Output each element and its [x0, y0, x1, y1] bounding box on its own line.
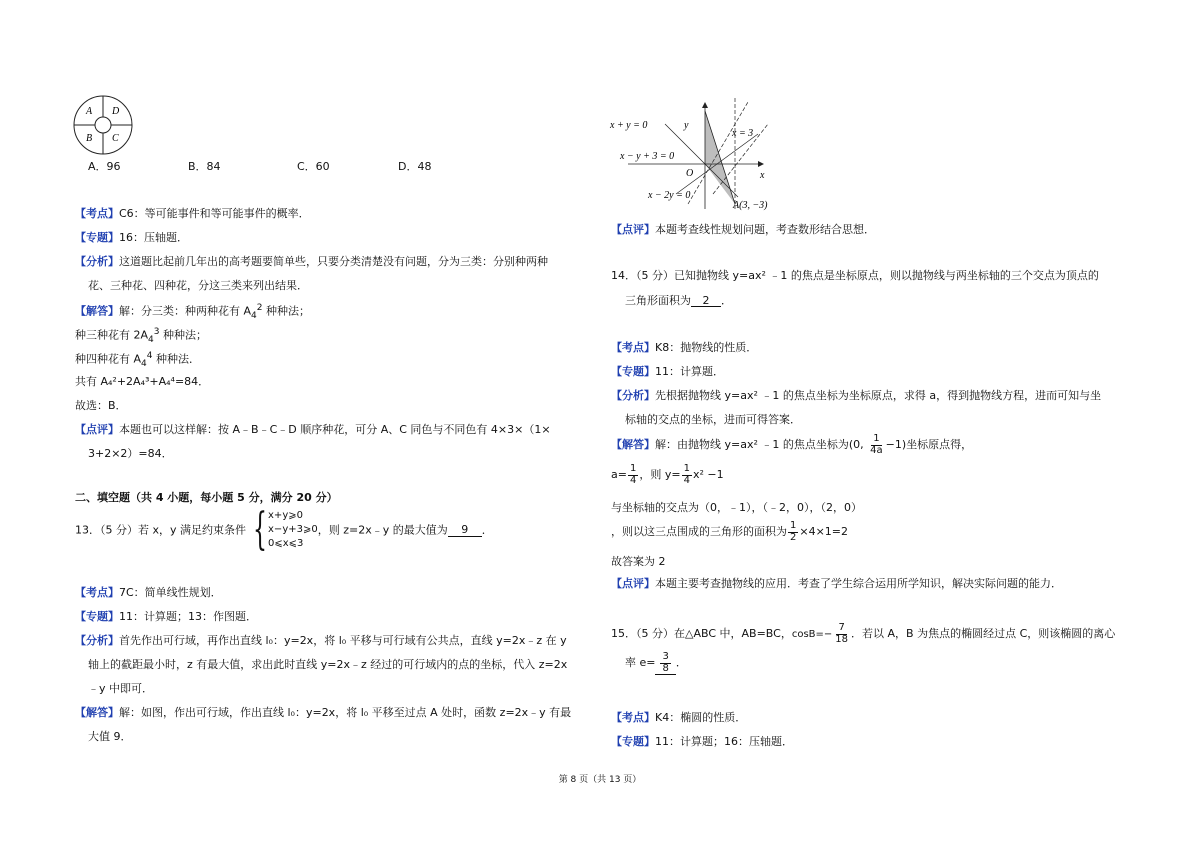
q12-total: 共有 A₄²+2A₄³+A₄⁴=84．: [75, 375, 210, 388]
graph-label-y-axis: y: [684, 120, 689, 131]
q14-kaodian: 【考点】K8：抛物线的性质．: [611, 341, 758, 354]
ring-label-d: D: [112, 106, 120, 117]
q14-line-d: 故答案为 2: [611, 555, 666, 568]
q15-stem-cont: 率 e= $\frac{3}{8}$ ．: [625, 651, 687, 674]
q15-zhuanti: 【专题】11：计算题；16：压轴题．: [611, 735, 793, 748]
q14-line-c: ，则以这三点围成的三角形的面积为 $\frac{1}{2}$ ×4×1=2: [611, 520, 849, 543]
graph-label-x-minus-y-3: x − y + 3 = 0: [620, 151, 675, 162]
q13-condition-1: x+y⩾0: [268, 510, 303, 521]
q13-condition-2: x−y+3⩾0: [268, 524, 318, 535]
q12-conclusion: 故选：B．: [75, 399, 127, 412]
ring-label-a: A: [86, 106, 93, 117]
q13-jieda: 【解答】解：如图，作出可行域，作出直线 l₀：y=2x，将 l₀ 平移至过点 A 处时，函数 z=2x﹣y 有最: [75, 706, 572, 719]
q12-jieda: 【解答】解：分三类：种两种花有 $A_4^2$ 种种法；: [75, 303, 310, 321]
q12-line-3-flowers: 种三种花有 $2A_4^3$ 种种法；: [75, 327, 207, 345]
q14-zhuanti: 【专题】11：计算题．: [611, 365, 724, 378]
q13-stem: 13．（5 分）若 x，y 满足约束条件 { x+y⩾0 x−y+3⩾0 0⩽x⩽3 ，则 z=2x﹣y 的最大值为 9 ．: [75, 504, 493, 555]
q15-answer: $\frac{3}{8}$: [662, 651, 669, 674]
option-d: D．48: [398, 160, 432, 173]
option-c: C．60: [297, 160, 330, 173]
flower-bed-ring-diagram: [72, 94, 134, 156]
option-a: A．96: [88, 160, 121, 173]
q12-dianping-cont: 3+2×2）=84．: [88, 447, 173, 460]
q14-stem-cont: 三角形面积为 2 ．: [625, 294, 732, 307]
ring-label-b: B: [86, 133, 93, 144]
feasible-region-graph: [608, 94, 778, 214]
q12-dianping: 【点评】本题也可以这样解：按 A﹣B﹣C﹣D 顺序种花，可分 A、C 同色与不同色有 4×3×（1×: [75, 423, 551, 436]
q14-answer: 2: [691, 295, 721, 307]
graph-label-x-plus-y: x + y = 0: [610, 120, 648, 131]
q14-jieda: 【解答】解：由抛物线 y=ax² ﹣1 的焦点坐标为(0, $\frac{1}{4a}$ −1)坐标原点得，: [611, 433, 973, 456]
q12-zhuanti: 【专题】16：压轴题．: [75, 231, 188, 244]
page-footer: 第 8 页（共 13 页）: [558, 775, 642, 785]
q13-answer: 9: [448, 523, 482, 537]
q13-dianping: 【点评】本题考查线性规划问题，考查数形结合思想．: [611, 223, 875, 236]
q14-fenxi: 【分析】先根据抛物线 y=ax² ﹣1 的焦点坐标为坐标原点，求得 a，得到抛物线方程，进而可知与坐: [611, 389, 1102, 402]
q14-dianping: 【点评】本题主要考查抛物线的应用．考查了学生综合运用所学知识，解决实际问题的能力．: [611, 577, 1062, 590]
q12-line-4-flowers: 种四种花有 $A_4^4$ 种种法．: [75, 351, 200, 369]
q13-condition-3: 0⩽x⩽3: [268, 538, 304, 549]
q13-kaodian: 【考点】7C：简单线性规划．: [75, 586, 222, 599]
section-title: 二、填空题（共 4 小题，每小题 5 分，满分 20 分）: [75, 491, 338, 504]
q13-fenxi: 【分析】首先作出可行域，再作出直线 l₀：y=2x，将 l₀ 平移与可行域有公共点，直线 y=2x﹣z 在 y: [75, 634, 567, 647]
graph-label-x-eq-3: x = 3: [732, 128, 754, 139]
q13-fenxi-cont-2: ﹣y 中即可．: [88, 682, 154, 695]
graph-label-x-minus-2y: x − 2y = 0: [648, 190, 691, 201]
q12-fenxi: 【分析】这道题比起前几年出的高考题要简单些，只要分类清楚没有问题，分为三类：分别种两种: [75, 255, 548, 268]
graph-label-point-a: A(3, −3): [733, 200, 768, 211]
q14-line-b: 与坐标轴的交点为（0，﹣1），（﹣2，0），（2，0）: [611, 501, 862, 514]
q12-fenxi-cont: 花、三种花、四种花，分这三类来列出结果．: [88, 279, 308, 292]
option-b: B．84: [188, 160, 221, 173]
q12-kaodian: 【考点】C6：等可能事件和等可能事件的概率．: [75, 207, 310, 220]
q13-zhuanti: 【专题】11：计算题；13：作图题．: [75, 610, 257, 623]
q15-kaodian: 【考点】K4：椭圆的性质．: [611, 711, 747, 724]
ring-label-c: C: [112, 133, 119, 144]
q14-line-a: a= $\frac{1}{4}$ ，则 y= $\frac{1}{4}$ x² −1: [611, 463, 724, 486]
graph-label-origin: O: [686, 168, 694, 179]
q14-stem: 14．（5 分）已知抛物线 y=ax² ﹣1 的焦点是坐标原点，则以抛物线与两坐标轴的三个交点为顶点的: [611, 269, 1099, 282]
q13-jieda-cont: 大值 9．: [88, 730, 132, 743]
q14-fenxi-cont: 标轴的交点的坐标，进而可得答案．: [625, 413, 801, 426]
q13-fenxi-cont-1: 轴上的截距最小时，z 有最大值，求出此时直线 y=2x﹣z 经过的可行域内的点的坐标，代入 z=2x: [88, 658, 568, 671]
graph-label-x-axis: x: [760, 170, 765, 181]
q15-stem: 15．（5 分）在△ABC 中，AB=BC，cosB=− $\frac{7}{18}$ ．若以 A，B 为焦点的椭圆经过点 C，则该椭圆的离心: [611, 622, 1116, 645]
